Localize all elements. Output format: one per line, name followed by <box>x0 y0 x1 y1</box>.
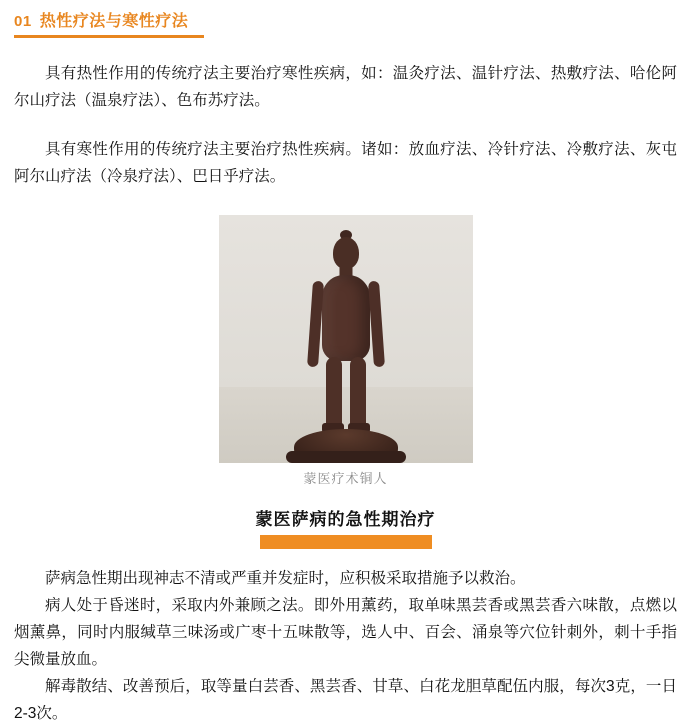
bronze-figure-photo <box>219 215 473 463</box>
section-number: 01 <box>14 13 32 30</box>
paragraph-acute-stage: 萨病急性期出现神志不清或严重并发症时，应积极采取措施予以救治。 <box>14 565 677 592</box>
statue-pedestal-base <box>286 451 406 463</box>
subtitle-text: 蒙医萨病的急性期治疗 <box>14 505 677 530</box>
paragraph-hot-therapies: 具有热性作用的传统疗法主要治疗寒性疾病，如：温灸疗法、温针疗法、热敷疗法、哈伦阿尔山疗法（温泉疗法）、色布苏疗法。 <box>14 60 677 114</box>
subtitle-highlight-bar <box>260 535 432 549</box>
paragraph-coma-treatment: 病人处于昏迷时，采取内外兼顾之法。即外用薰药，取单味黑芸香或黑芸香六味散，点燃以烟薰鼻，同时内服缄草三味汤或广枣十五味散等，选人中、百会、涌泉等穴位针刺外，刺十手指尖微量放血。 <box>14 592 677 673</box>
figure-bronze-figure <box>219 215 473 487</box>
section-title: 热性疗法与寒性疗法 <box>40 8 189 31</box>
statue-left-leg <box>326 357 342 429</box>
subtitle-block <box>14 505 677 549</box>
paragraph-cold-therapies: 具有寒性作用的传统疗法主要治疗热性疾病。诸如：放血疗法、冷针疗法、冷敷疗法、灰屯阿尔山疗法（冷泉疗法）、巴日乎疗法。 <box>14 136 677 190</box>
section-heading <box>14 0 204 38</box>
body-block <box>14 565 677 727</box>
figure-caption: 蒙医疗术铜人 <box>219 468 473 487</box>
paragraph-detox-prescription: 解毒散结、改善预后，取等量白芸香、黑芸香、甘草、白花龙胆草配伍内服，每次3克，一日2-3次。 <box>14 673 677 727</box>
statue-torso <box>322 275 370 361</box>
statue-right-leg <box>350 357 366 429</box>
statue-head <box>333 237 359 269</box>
